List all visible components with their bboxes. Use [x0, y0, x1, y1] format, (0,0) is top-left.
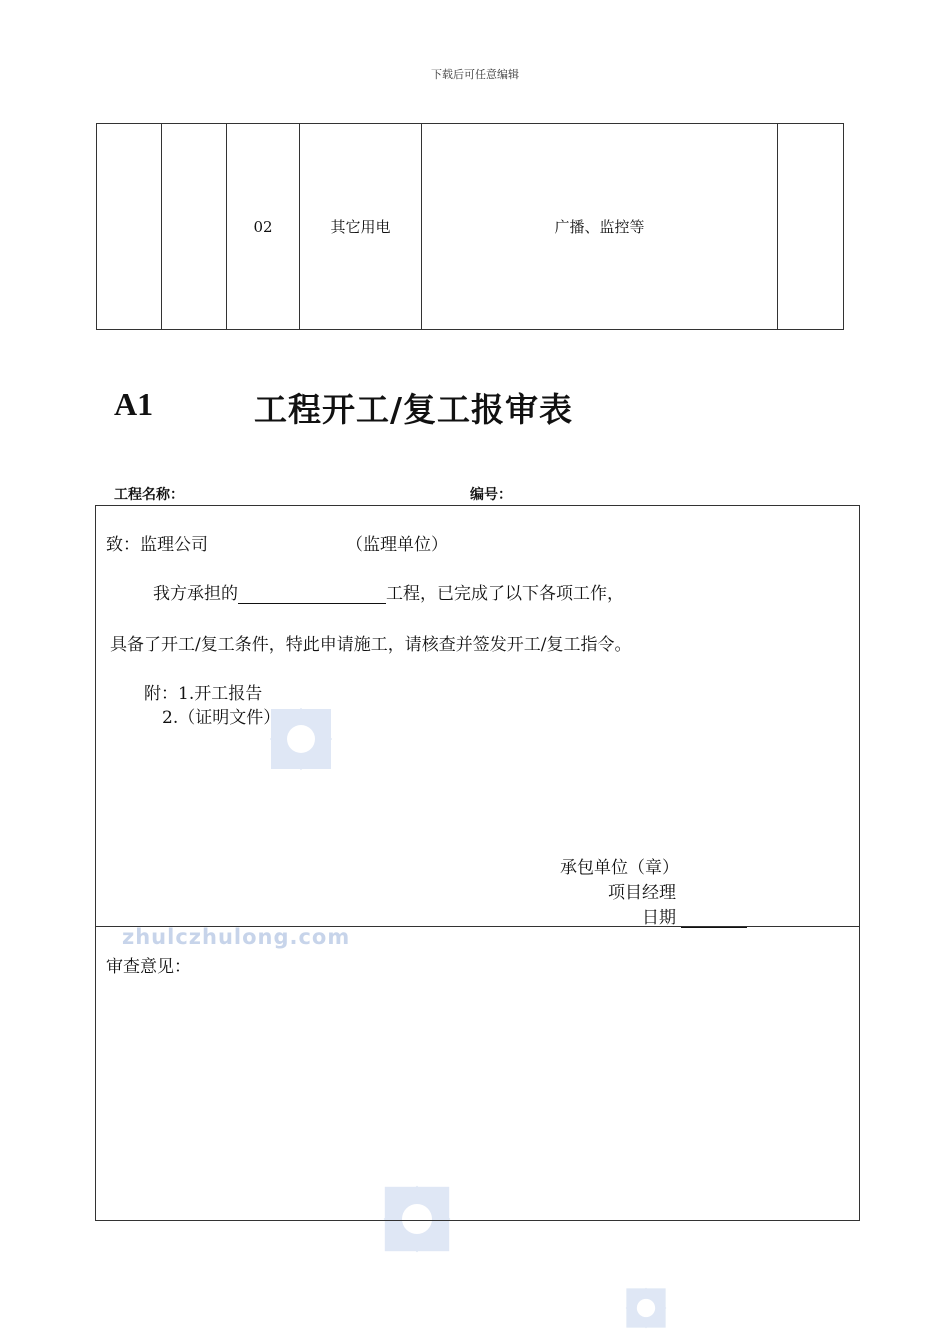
form-code: A1: [114, 386, 154, 422]
table-cell: [97, 124, 162, 330]
date-line: [642, 903, 747, 928]
statement-line-1: [153, 579, 624, 604]
statement-prefix: 我方承担的: [153, 584, 238, 604]
attachment-2: 2.（证明文件）: [162, 708, 281, 728]
watermark-text: zhulczhulong.com: [122, 925, 351, 949]
application-form: [95, 505, 860, 1221]
date-label: 日期: [642, 908, 676, 928]
manager-label: 项目经理: [608, 883, 676, 903]
watermark-logo-icon: [610, 1272, 682, 1344]
project-name-blank[interactable]: [238, 585, 386, 604]
table-cell-code: 02: [227, 124, 300, 330]
header-note: 下载后可任意编辑: [431, 68, 519, 81]
table-cell-category: 其它用电: [300, 124, 422, 330]
project-name-label: 工程名称：: [114, 487, 184, 503]
review-label: 审查意见：: [106, 957, 191, 977]
contractor-label: 承包单位（章）: [560, 858, 679, 878]
attachment-1: 附：1.开工报告: [144, 684, 263, 704]
statement-suffix: 工程，已完成了以下各项工作，: [386, 584, 624, 604]
table-cell: [778, 124, 844, 330]
table-cell-description: 广播、监控等: [422, 124, 778, 330]
section-divider: [96, 926, 859, 927]
statement-line-2: 具备了开工/复工条件，特此申请施工，请核查并签发开工/复工指令。: [110, 635, 632, 655]
table-cell: [162, 124, 227, 330]
recipient-unit: （监理单位）: [346, 535, 448, 555]
number-label: 编号：: [470, 487, 512, 503]
top-table: [96, 123, 844, 330]
table-row: [97, 124, 844, 330]
recipient-label: 致：监理公司: [106, 535, 208, 555]
form-title: 工程开工/复工报审表: [254, 390, 574, 429]
